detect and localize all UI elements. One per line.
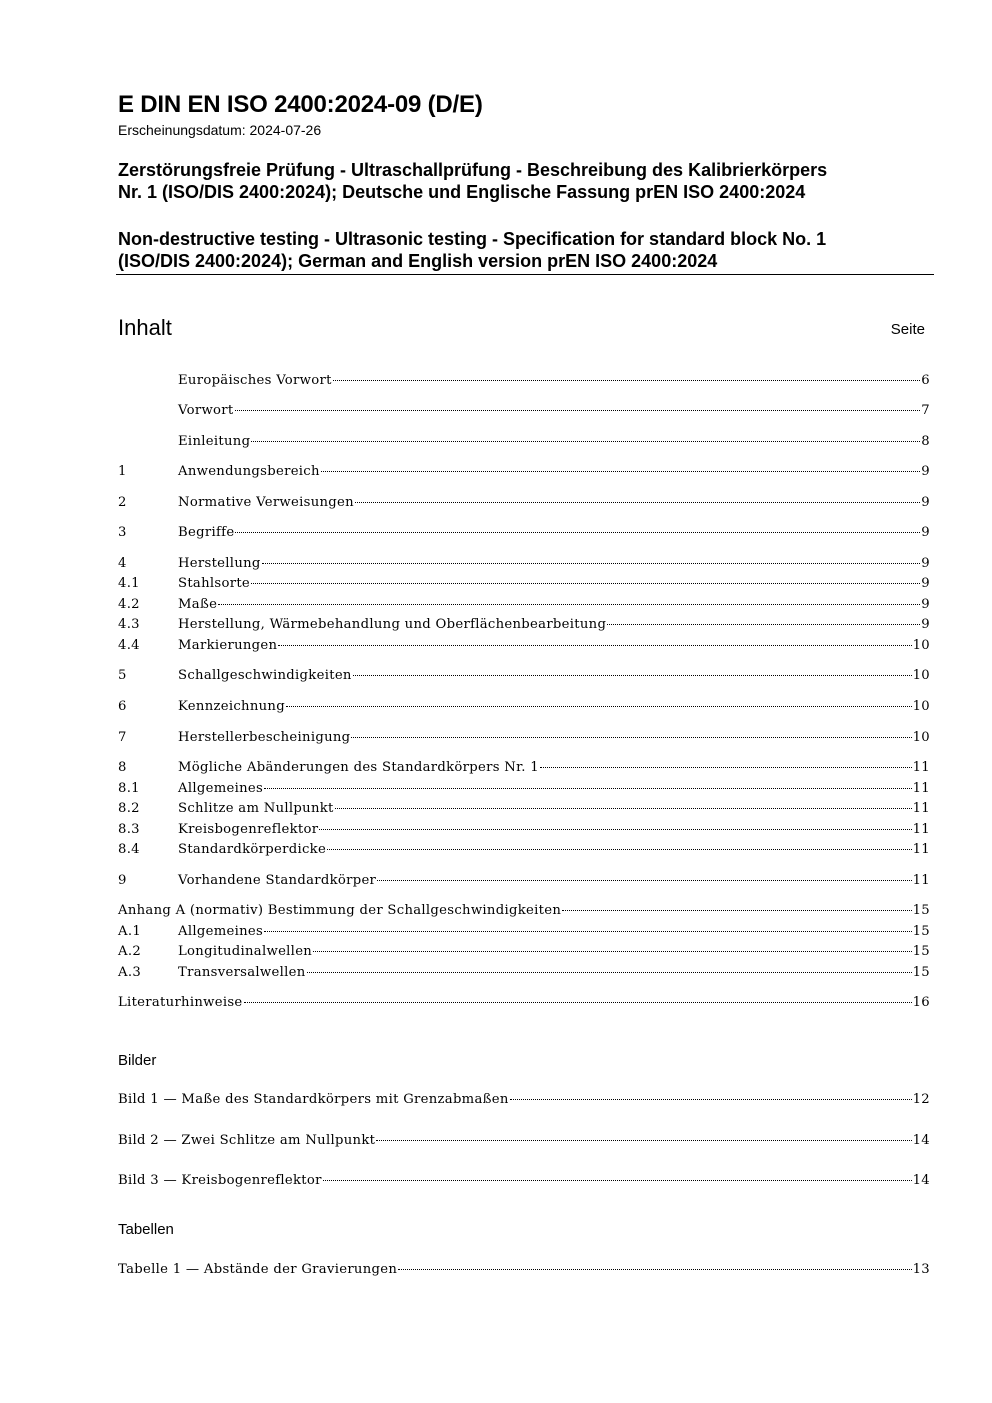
toc-leader-dots: [398, 1268, 911, 1270]
toc-entry-title: Anhang A (normativ) Bestimmung der Schallgeschwindigkeiten: [118, 903, 562, 918]
toc-entry-title: Allgemeines: [178, 924, 264, 939]
toc-entry-page: 9: [921, 617, 930, 632]
toc-entry[interactable]: [118, 432, 930, 452]
toc-entry-page: 7: [921, 403, 930, 418]
toc-entry-number: 4.3: [118, 617, 140, 632]
toc-entry[interactable]: [118, 779, 930, 799]
toc-entry-number: 2: [118, 495, 127, 510]
toc-entry-title: Herstellung: [178, 556, 261, 571]
toc-entry[interactable]: [118, 595, 930, 615]
toc-entry-page: 10: [912, 730, 930, 745]
title-english-line-1: Non-destructive testing - Ultrasonic testing - Specification for standard block No. 1: [118, 229, 827, 249]
toc-entry-number: A.2: [118, 944, 142, 959]
toc-entry-number: 7: [118, 730, 127, 745]
toc-leader-dots: [286, 705, 912, 707]
toc-leader-dots: [333, 379, 921, 381]
toc-entry-title: Markierungen: [178, 638, 278, 653]
toc-entry[interactable]: [118, 728, 930, 748]
toc-entry-number: 8.4: [118, 842, 140, 857]
toc-leader-dots: [307, 971, 912, 973]
toc-entry-page: 11: [912, 873, 930, 888]
toc-entry[interactable]: [118, 799, 930, 819]
toc-entry-page: 10: [912, 668, 930, 683]
toc-entry[interactable]: [118, 993, 930, 1013]
toc-entry-title: Literaturhinweise: [118, 995, 243, 1010]
toc-leader-dots: [278, 644, 911, 646]
tables-heading: Tabellen: [118, 1221, 174, 1238]
figure-entry-title: Bild 3 — Kreisbogenreflektor: [118, 1173, 322, 1188]
toc-entry-number: 6: [118, 699, 127, 714]
figures-heading: Bilder: [118, 1052, 157, 1069]
toc-entry[interactable]: [118, 871, 930, 891]
toc-entry-number: 8: [118, 760, 127, 775]
toc-leader-dots: [607, 623, 920, 625]
title-german-line-2: Nr. 1 (ISO/DIS 2400:2024); Deutsche und Englische Fassung prEN ISO 2400:2024: [118, 182, 806, 202]
toc-entry-title: Schallgeschwindigkeiten: [178, 668, 352, 683]
toc-leader-dots: [540, 766, 912, 768]
toc-entry[interactable]: [118, 371, 930, 391]
toc-leader-dots: [323, 1179, 912, 1181]
toc-entry-page: 9: [921, 495, 930, 510]
toc-heading: Inhalt: [118, 315, 172, 340]
toc-leader-dots: [321, 470, 921, 472]
figure-entry-title: Bild 1 — Maße des Standardkörpers mit Grenzabmaßen: [118, 1092, 509, 1107]
toc-entry-title: Longitudinalwellen: [178, 944, 313, 959]
toc-entry-title: Allgemeines: [178, 781, 264, 796]
toc-leader-dots: [562, 909, 911, 911]
toc-entry-number: 4: [118, 556, 127, 571]
figure-entry[interactable]: [118, 1171, 930, 1191]
toc-entry-title: Transversalwellen: [178, 965, 306, 980]
figure-entry[interactable]: [118, 1090, 930, 1110]
toc-entry-title: Stahlsorte: [178, 576, 251, 591]
toc-entry-title: Herstellung, Wärmebehandlung und Oberflächenbearbeitung: [178, 617, 607, 632]
toc-leader-dots: [251, 440, 920, 442]
toc-entry-page: 9: [921, 556, 930, 571]
toc-leader-dots: [327, 848, 912, 850]
table-entry-page: 13: [912, 1262, 930, 1277]
toc-entry-page: 8: [921, 434, 930, 449]
toc-entry-page: 10: [912, 699, 930, 714]
toc-leader-dots: [376, 1139, 911, 1141]
toc-entry[interactable]: [118, 574, 930, 594]
toc-leader-dots: [377, 879, 911, 881]
toc-entry-title: Mögliche Abänderungen des Standardkörpers Nr. 1: [178, 760, 539, 775]
toc-entry[interactable]: [118, 942, 930, 962]
toc-entry-number: A.1: [118, 924, 142, 939]
toc-entry-number: 1: [118, 464, 127, 479]
toc-entry-title: Vorwort: [178, 403, 234, 418]
title-german-line-1: Zerstörungsfreie Prüfung - Ultraschallprüfung - Beschreibung des Kalibrierkörpers: [118, 160, 828, 180]
table-entry-title: Tabelle 1 — Abstände der Gravierungen: [118, 1262, 398, 1277]
toc-entry-number: 5: [118, 668, 127, 683]
toc-entry-page: 11: [912, 801, 930, 816]
toc-entry-page: 9: [921, 525, 930, 540]
toc-entry-title: Vorhandene Standardkörper: [178, 873, 377, 888]
toc-entry-page: 9: [921, 597, 930, 612]
table-entry[interactable]: [118, 1260, 930, 1280]
toc-entry-page: 9: [921, 576, 930, 591]
toc-entry-page: 15: [912, 903, 930, 918]
toc-entry[interactable]: [118, 820, 930, 840]
toc-entry-number: 3: [118, 525, 127, 540]
toc-entry-page: 9: [921, 464, 930, 479]
toc-leader-dots: [262, 562, 921, 564]
toc-entry-number: 4.2: [118, 597, 140, 612]
toc-entry[interactable]: [118, 901, 930, 921]
toc-leader-dots: [218, 603, 920, 605]
toc-entry-title: Herstellerbescheinigung: [178, 730, 351, 745]
toc-entry-page: 16: [912, 995, 930, 1010]
toc-entry-title: Standardkörperdicke: [178, 842, 327, 857]
toc-leader-dots: [355, 501, 920, 503]
toc-entry[interactable]: [118, 523, 930, 543]
toc-entry-title: Anwendungsbereich: [178, 464, 320, 479]
toc-leader-dots: [353, 674, 912, 676]
toc-entry-page: 15: [912, 965, 930, 980]
toc-entry[interactable]: [118, 840, 930, 860]
publication-date: Erscheinungsdatum: 2024-07-26: [118, 122, 322, 138]
toc-entry[interactable]: [118, 697, 930, 717]
figure-entry-title: Bild 2 — Zwei Schlitze am Nullpunkt: [118, 1133, 376, 1148]
toc-entry-number: 8.1: [118, 781, 140, 796]
toc-page-column-label: Seite: [890, 321, 925, 338]
toc-entry-page: 6: [921, 373, 930, 388]
toc-entry[interactable]: [118, 401, 930, 421]
figure-entry[interactable]: [118, 1131, 930, 1151]
document-id: E DIN EN ISO 2400:2024-09 (D/E): [118, 91, 483, 118]
toc-entry[interactable]: [118, 666, 930, 686]
toc-entry-page: 11: [912, 781, 930, 796]
toc-entry-title: Europäisches Vorwort: [178, 373, 332, 388]
title-english-line-2: (ISO/DIS 2400:2024); German and English version prEN ISO 2400:2024: [118, 251, 718, 271]
toc-entry-number: 8.2: [118, 801, 140, 816]
toc-entry-page: 15: [912, 944, 930, 959]
toc-entry-title: Maße: [178, 597, 218, 612]
toc-entry-number: 9: [118, 873, 127, 888]
figure-entry-page: 14: [912, 1133, 930, 1148]
toc-leader-dots: [335, 807, 912, 809]
toc-leader-dots: [313, 950, 912, 952]
toc-entry-page: 10: [912, 638, 930, 653]
toc-entry-title: Normative Verweisungen: [178, 495, 354, 510]
toc-leader-dots: [235, 409, 921, 411]
toc-entry-page: 15: [912, 924, 930, 939]
toc-entry-page: 11: [912, 760, 930, 775]
toc-entry[interactable]: [118, 554, 930, 574]
toc-entry[interactable]: [118, 462, 930, 482]
toc-entry[interactable]: [118, 615, 930, 635]
toc-leader-dots: [235, 531, 920, 533]
toc-entry[interactable]: [118, 922, 930, 942]
toc-leader-dots: [264, 930, 912, 932]
toc-entry-title: Schlitze am Nullpunkt: [178, 801, 334, 816]
toc-entry-page: 11: [912, 842, 930, 857]
toc-entry[interactable]: [118, 963, 930, 983]
toc-entry-number: 8.3: [118, 822, 140, 837]
toc-entry-number: 4.4: [118, 638, 140, 653]
toc-leader-dots: [351, 736, 911, 738]
toc-leader-dots: [244, 1001, 912, 1003]
toc-leader-dots: [264, 787, 912, 789]
toc-entry-title: Kreisbogenreflektor: [178, 822, 319, 837]
toc-entry-title: Begriffe: [178, 525, 235, 540]
figure-entry-page: 12: [912, 1092, 930, 1107]
toc-entry[interactable]: [118, 758, 930, 778]
toc-entry[interactable]: [118, 636, 930, 656]
toc-entry-number: A.3: [118, 965, 142, 980]
toc-entry-number: 4.1: [118, 576, 140, 591]
toc-entry-page: 11: [912, 822, 930, 837]
toc-entry-title: Einleitung: [178, 434, 251, 449]
figure-entry-page: 14: [912, 1173, 930, 1188]
toc-entry-title: Kennzeichnung: [178, 699, 285, 714]
toc-entry[interactable]: [118, 493, 930, 513]
toc-leader-dots: [510, 1098, 912, 1100]
toc-leader-dots: [251, 582, 920, 584]
toc-leader-dots: [319, 828, 911, 830]
